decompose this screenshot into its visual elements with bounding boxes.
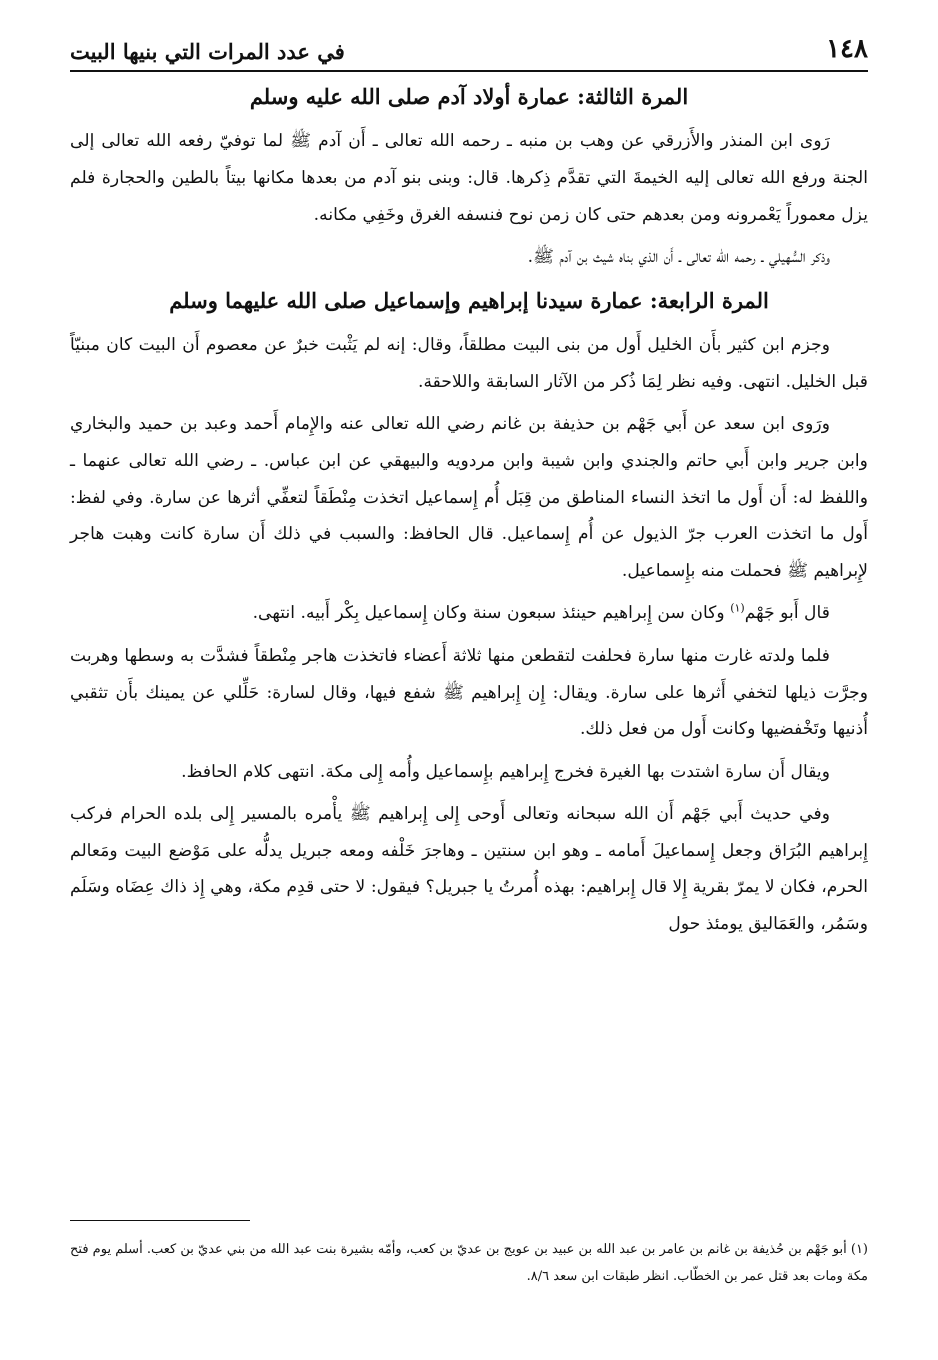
footnote-rule — [70, 1220, 250, 1221]
body-paragraph: ويقال أَن سارة اشتدت بها الغيرة فخرج إِبراهيم بإِسماعيل وأُمه إِلى مكة. انتهى كلام الحافظ. — [181, 761, 830, 782]
body-paragraph: وفي حديث أَبي جَهْم أَن الله سبحانه وتعالى أَوحى إِلى إِبراهيم ﷺ يأْمره بالمسير إِلى بلده الحرام فركب إِبراهيم البُرَاق وجعل إِسماعيلَ أَمامه ـ وهو ابن سنتين ـ وهاجرَ خَلْفه ومعه جبريل يدلُّه على مَوْضع البيت ومَعالم الحرم، فكان لا يمرّ بقرية إِلا قال إِبراهيم: بهذه أُمرتُ يا جبريل؟ فيقول: لا حتى قدِم مكة، وهي إِذ ذاك عِضَاه وسَلَم وسَمُر، والعَمَاليق يومئذ حول — [70, 804, 868, 935]
body-paragraph: فلما ولدته غارت منها سارة فحلفت لتقطعن منها ثلاثة أَعضاء فاتخذت هاجر مِنْطقاً فشدَّت به وسطها وهربت وجرَّت ذيلها لتخفي أَثرها على سارة. ويقال: إِن إِبراهيم ﷺ شفع فيها، وقال لسارة: حَلِّلي عن يمينك بأَن تثقبي أُذنيها وتَخْفضيها وكانت أَول من فعل ذلك. — [70, 645, 869, 740]
footnote-reference: (١) — [730, 601, 745, 615]
header-rule — [70, 70, 868, 72]
abu-jahm-text-start: قال أَبو جَهْم — [744, 603, 830, 624]
body-paragraph: وذكر السُّهيلي ـ رحمه الله تعالى ـ أَن الذي بناه شيث بن آدم ﷺ. — [527, 247, 830, 268]
abu-jahm-text-end: وكان سن إِبراهيم حينئذ سبعون سنة وكان إِسماعيل بِكْر أَبيه. انتهى. — [252, 603, 731, 624]
footnote: (١) أبو جَهْم بن حُذيفة بن غانم بن عامر بن عبد الله بن عبيد بن عويج بن عديّ بن كعب، وأمّه بشيرة بنت عبد الله من بني عديّ بن كعب. أسلم يوم فتح مكة ومات بعد قتل عمر بن الخطّاب. انظر طبقات ابن سعد ٨/٦. — [70, 1242, 868, 1284]
page-header — [70, 34, 868, 70]
body-paragraph: وجزم ابن كثير بأَن الخليل أَول من بنى البيت مطلقاً، وقال: إنه لم يَثْبت خبرٌ عن معصوم أَن البيت كان مبنيّاً قبل الخليل. انتهى. وفيه نظر لِمَا ذُكر من الآثار السابقة واللاحقة. — [70, 335, 868, 392]
section-heading-third: المرة الثالثة: عمارة أولاد آدم صلى الله عليه وسلم — [249, 84, 689, 109]
section-heading-fourth: المرة الرابعة: عمارة سيدنا إبراهيم وإسماعيل صلى الله عليهما وسلم — [169, 287, 769, 313]
page-number: ١٤٨ — [826, 34, 868, 64]
body-paragraph: ورَوى ابن سعد عن أَبي جَهْم بن حذيفة بن غانم رضي الله تعالى عنه والإِمام أَحمد وعبد بن حميد والبخاري وابن جرير وابن أَبي حاتم والجندي وابن شيبة وابن مردويه والبيهقي عن ابن عباس. ـ رضي الله تعالى عنهما ـ واللفظ له: أَن أَول ما اتخذ النساء المناطق من قِبَل أُم إِسماعيل اتخذت مِنْطَقاً لتعفِّي أثرها عن سارة. وفي لفظ: أَول ما اتخذت العرب جرّ الذيول عن أُم إِسماعيل. قال الحافظ: والسبب في ذلك أَن سارة كانت وهبت هاجر لإِبراهيم ﷺ فحملت منه بإِسماعيل. — [70, 414, 868, 581]
running-title: في عدد المرات التي بنيها البيت — [70, 39, 345, 64]
abu-jahm-paragraph — [70, 595, 868, 632]
body-paragraph: رَوى ابن المنذر والأَزرقي عن وهب بن منبه ـ رحمه الله تعالى ـ أَن آدم ﷺ لما توفيّ رفعه الله تعالى إلى الجنة ورفع الله تعالى إليه الخيمةَ التي تقدَّم ذِكرها. قال: وبنى بنو آدم من بعدها مكانها بيتاً بالطين والحجارة فلم يزل معموراً يَعْمرونه ومن بعدهم حتى كان زمن نوح فنسفه الغرق وخَفِي مكانه. — [70, 131, 868, 225]
